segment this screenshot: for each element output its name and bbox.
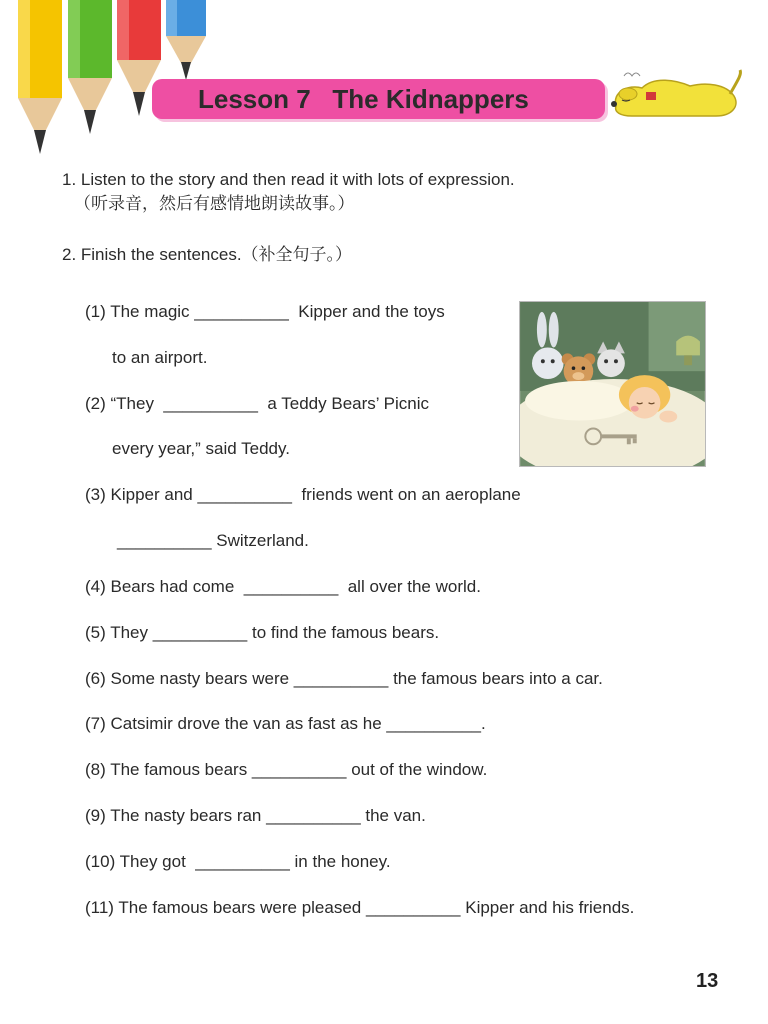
green-pencil-icon	[68, 0, 112, 134]
instruction-1-chinese: （听录音，然后有感情地朗读故事。）	[74, 194, 355, 213]
page-title: Lesson 7 The Kidnappers	[198, 84, 529, 114]
yellow-pencil-icon	[18, 0, 62, 154]
sleeping-dog-icon	[606, 66, 744, 122]
sentence-5: (5) They __________ to find the famous bears.	[85, 623, 440, 642]
sentence-6: (6) Some nasty bears were __________ the famous bears into a car.	[85, 669, 603, 688]
sentence-2-cont: every year,” said Teddy.	[112, 439, 290, 458]
sentence-1-cont: to an airport.	[112, 348, 208, 367]
sentence-3: (3) Kipper and __________ friends went on an aeroplane	[85, 485, 521, 504]
instruction-2: 2. Finish the sentences.（补全句子。）	[62, 245, 353, 264]
story-illustration	[519, 301, 706, 467]
sentence-10: (10) They got __________ in the honey.	[85, 852, 391, 871]
sentence-1: (1) The magic __________ Kipper and the toys	[85, 302, 445, 321]
blue-pencil-icon	[166, 0, 206, 80]
sentence-8: (8) The famous bears __________ out of the window.	[85, 760, 488, 779]
sentence-11: (11) The famous bears were pleased __________ Kipper and his friends.	[85, 898, 635, 917]
sentence-9: (9) The nasty bears ran __________ the van.	[85, 806, 426, 825]
sentence-7: (7) Catsimir drove the van as fast as he __________.	[85, 714, 486, 733]
sentence-4: (4) Bears had come __________ all over the world.	[85, 577, 481, 596]
sentence-2: (2) “They __________ a Teddy Bears’ Picnic	[85, 394, 429, 413]
sentence-3-cont: __________ Switzerland.	[117, 531, 309, 550]
page-number: 13	[696, 970, 719, 992]
instruction-1: 1. Listen to the story and then read it with lots of expression.	[62, 170, 515, 189]
